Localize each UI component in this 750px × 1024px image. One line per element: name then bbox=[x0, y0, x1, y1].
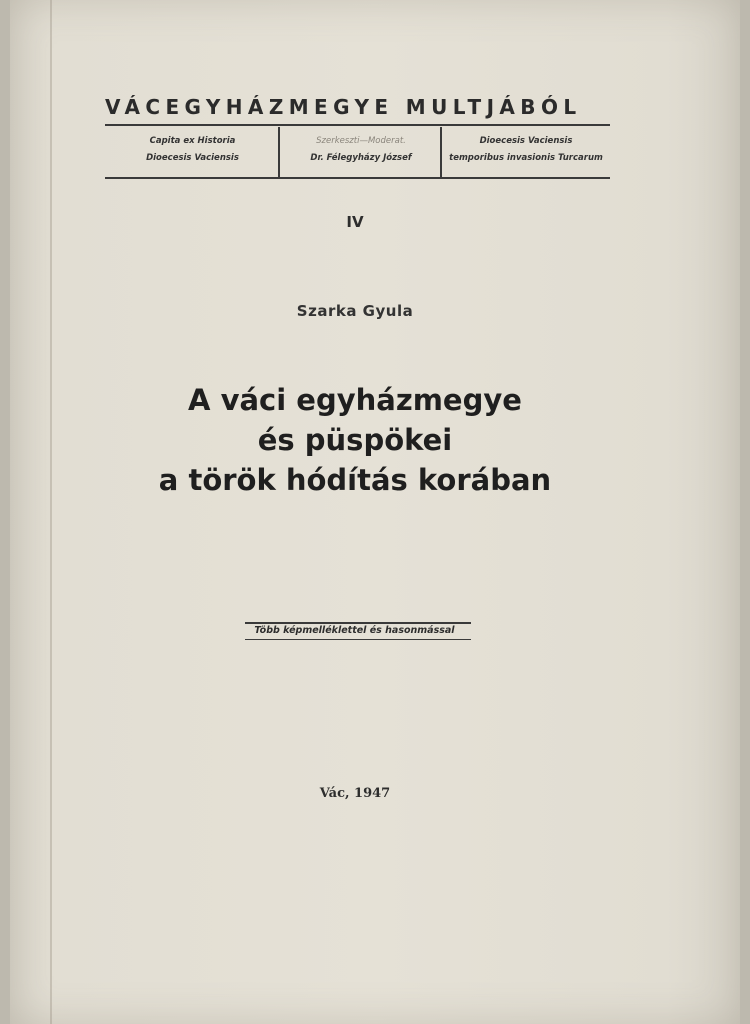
series-info-right-line1: Dioecesis Vaciensis bbox=[479, 136, 573, 146]
volume-number: IV bbox=[346, 213, 364, 231]
spine-fold bbox=[50, 0, 52, 1024]
series-info-right-line2: temporibus invasionis Turcarum bbox=[449, 153, 603, 163]
editor-name: Dr. Félegyházy József bbox=[310, 153, 412, 163]
imprint: Vác, 1947 bbox=[319, 786, 391, 801]
editor-role: Szerkeszti—Moderat. bbox=[316, 136, 406, 146]
series-info-left-line1: Capita ex Historia bbox=[149, 136, 236, 146]
series-rule-top bbox=[105, 124, 610, 126]
series-divider-left bbox=[278, 127, 280, 177]
series-info-editor bbox=[282, 133, 440, 167]
book-title-line: A váci egyházmegye bbox=[188, 383, 522, 417]
series-info-left bbox=[105, 133, 280, 167]
book-title-line: és püspökei bbox=[257, 423, 453, 457]
series-title: VÁCEGYHÁZMEGYE MULTJÁBÓL bbox=[105, 95, 582, 119]
book-title-line: a török hódítás korában bbox=[158, 463, 552, 497]
author-name: Szarka Gyula bbox=[296, 302, 414, 320]
subtitle-note: Több képmelléklettel és hasonmással bbox=[237, 622, 472, 640]
book-title bbox=[10, 380, 700, 500]
series-rule-bottom bbox=[105, 177, 610, 179]
series-info-left-line2: Dioecesis Vaciensis bbox=[146, 153, 239, 163]
series-info-right bbox=[442, 133, 610, 167]
book-cover bbox=[10, 0, 740, 1024]
